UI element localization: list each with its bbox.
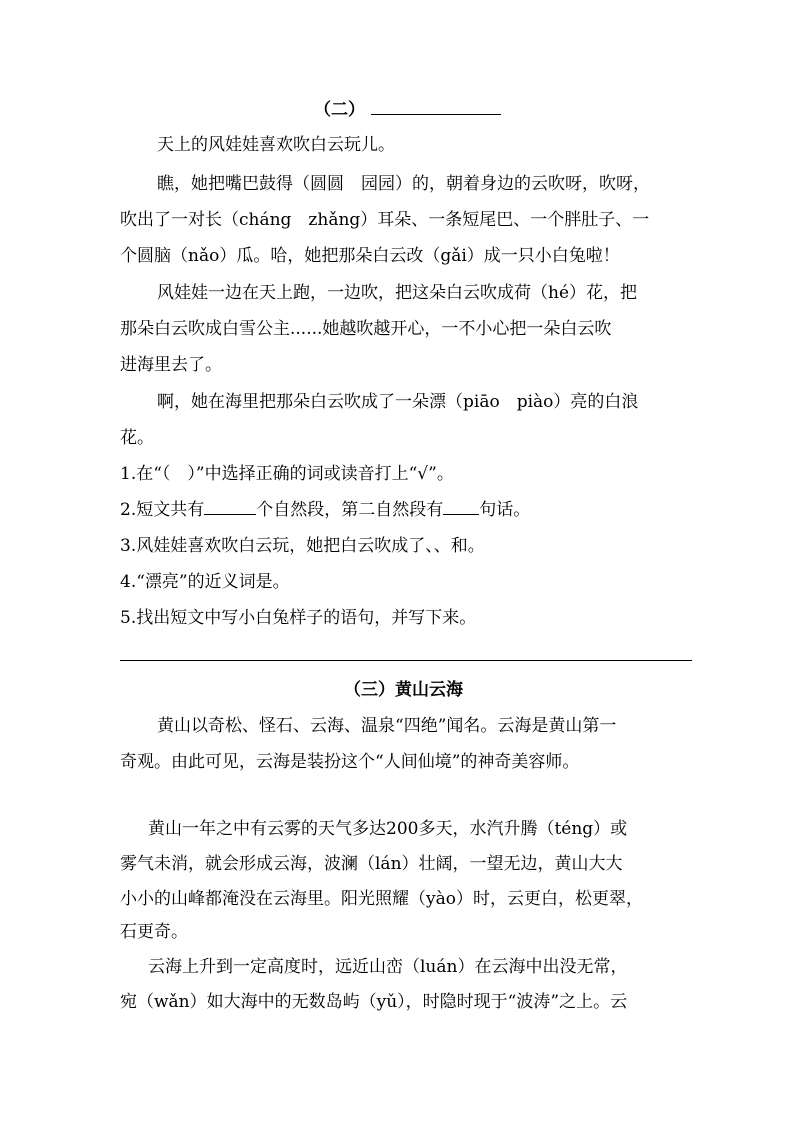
section-3-title: （三）黄山云海	[344, 680, 463, 700]
question-1: 1.在“（ ）”中选择正确的词或读音打上“√”。	[120, 464, 454, 484]
section-2-title-row	[314, 98, 501, 122]
sentence-count-blank[interactable]	[443, 498, 479, 515]
passage-line: 花。	[120, 428, 154, 448]
passage-line: 啊，她在海里把那朵白云吹成了一朵漂（piāo piào）亮的白浪	[157, 392, 639, 412]
passage-line: 天上的风娃娃喜欢吹白云玩儿。	[157, 135, 395, 155]
passage-line: 宛（wǎn）如大海中的无数岛屿（yǔ），时隐时现于“波涛”之上。云	[120, 992, 628, 1012]
passage-line: 那朵白云吹成白雪公主......她越吹越开心，一不小心把一朵白云吹	[120, 319, 612, 339]
passage-line: 黄山以奇松、怪石、云海、温泉“四绝”闻名。云海是黄山第一	[157, 716, 617, 736]
passage-line: 小小的山峰都淹没在云海里。阳光照耀（yào）时，云更白，松更翠，	[120, 889, 643, 909]
question-2-part-b: 个自然段，第二自然段有	[256, 500, 444, 520]
question-2-part-c: 句话。	[479, 500, 531, 520]
section-2-title: （二）	[314, 100, 365, 120]
title-answer-blank[interactable]	[371, 98, 501, 115]
passage-line: 石更奇。	[120, 922, 188, 942]
question-5: 5.找出短文中写小白兔样子的语句，并写下来。	[120, 608, 477, 628]
passage-line: 进海里去了。	[120, 355, 222, 375]
passage-line: 奇观。由此可见，云海是装扮这个“人间仙境”的神奇美容师。	[120, 752, 580, 772]
passage-line: 黄山一年之中有云雾的天气多达200多天，水汽升腾（téng）或	[148, 819, 628, 839]
question-3: 3.风娃娃喜欢吹白云玩，她把白云吹成了、、和。	[120, 536, 485, 556]
answer-line[interactable]	[120, 660, 692, 661]
question-2-part-a: 2.短文共有	[120, 500, 205, 520]
passage-line: 雾气未消，就会形成云海，波澜（lán）壮阔，一望无边，黄山大大	[120, 854, 623, 874]
passage-line: 云海上升到一定高度时，远近山峦（luán）在云海中出没无常，	[148, 957, 628, 977]
passage-line: 吹出了一对长（cháng zhǎng）耳朵、一条短尾巴、一个胖肚子、一	[120, 210, 650, 230]
question-2	[120, 498, 530, 522]
passage-line: 瞧，她把嘴巴鼓得（圆圆 园园）的，朝着身边的云吹呀，吹呀，	[157, 174, 650, 194]
paragraph-count-blank[interactable]	[204, 498, 256, 515]
question-4: 4.“漂亮”的近义词是。	[120, 572, 290, 592]
passage-line: 个圆脑（nǎo）瓜。哈，她把那朵白云改（gǎi）成一只小白兔啦！	[120, 246, 620, 266]
passage-line: 风娃娃一边在天上跑，一边吹，把这朵白云吹成荷（hé）花，把	[157, 283, 638, 303]
